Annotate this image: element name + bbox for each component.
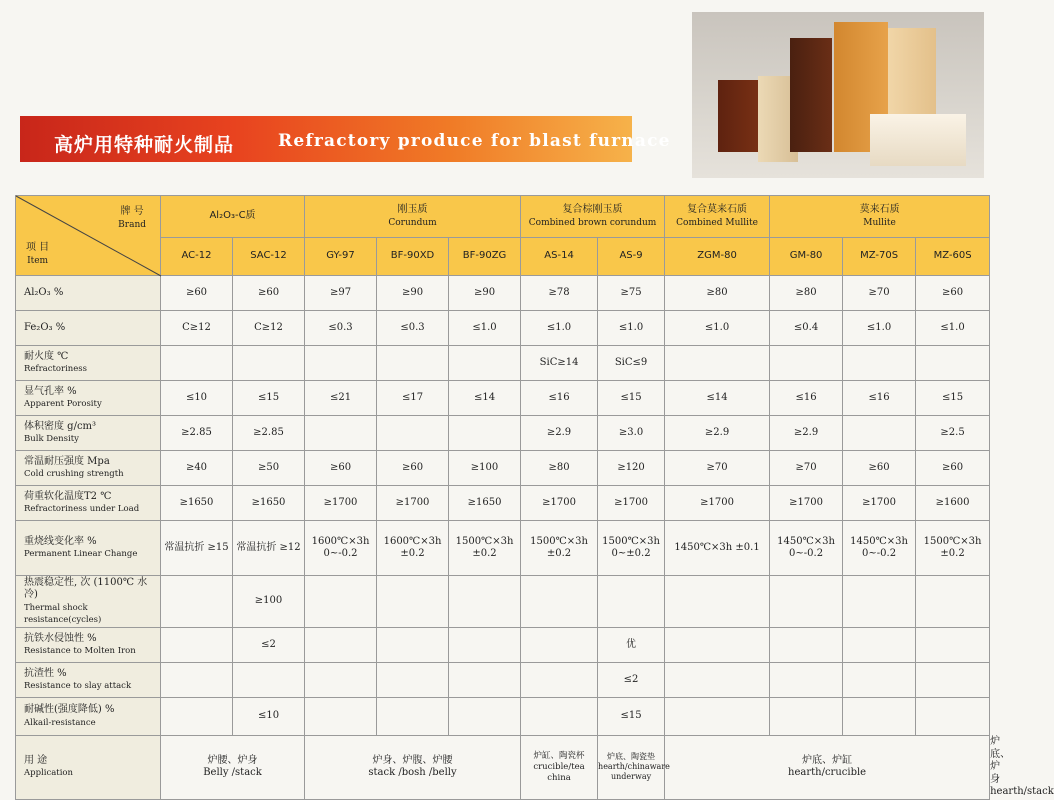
value-cell bbox=[916, 576, 990, 628]
value-cell bbox=[843, 416, 916, 451]
property-row bbox=[16, 451, 990, 486]
value-cell bbox=[843, 663, 916, 698]
code-cell: BF-90XD bbox=[377, 238, 449, 276]
value-cell: SiC≥14 bbox=[521, 346, 598, 381]
value-cell bbox=[665, 698, 770, 736]
property-label-zh: 抗铁水侵蚀性 % bbox=[24, 632, 97, 644]
value-cell: ≥1600 bbox=[916, 486, 990, 521]
property-label-zh: 热震稳定性, 次 (1100℃ 水冷) bbox=[24, 576, 148, 600]
value-cell: ≤10 bbox=[233, 698, 305, 736]
title-chinese: 高炉用特种耐火制品 bbox=[54, 134, 235, 156]
value-cell: ≥70 bbox=[665, 451, 770, 486]
value-cell bbox=[521, 663, 598, 698]
value-cell: ≤16 bbox=[521, 381, 598, 416]
product-photo bbox=[692, 12, 984, 178]
value-cell: ≥1700 bbox=[377, 486, 449, 521]
code-cell: MZ-70S bbox=[843, 238, 916, 276]
value-cell: ≥1700 bbox=[521, 486, 598, 521]
value-cell: ≥60 bbox=[305, 451, 377, 486]
property-label bbox=[16, 381, 161, 416]
property-label-zh: 耐碱性(强度降低) % bbox=[24, 704, 115, 715]
value-cell bbox=[449, 628, 521, 663]
header-corner bbox=[16, 196, 161, 276]
code-cell: GY-97 bbox=[305, 238, 377, 276]
value-cell bbox=[665, 346, 770, 381]
property-label bbox=[16, 663, 161, 698]
property-label-en: Cold crushing strength bbox=[24, 469, 124, 479]
property-row bbox=[16, 628, 990, 663]
code-cell: GM-80 bbox=[770, 238, 843, 276]
value-cell: ≤15 bbox=[233, 381, 305, 416]
property-label bbox=[16, 276, 161, 311]
value-cell: ≥75 bbox=[598, 276, 665, 311]
value-cell bbox=[770, 576, 843, 628]
group-corundum: 刚玉质 Corundum bbox=[305, 196, 521, 238]
value-cell: ≥2.85 bbox=[161, 416, 233, 451]
value-cell bbox=[916, 663, 990, 698]
value-cell: ≥2.5 bbox=[916, 416, 990, 451]
group-al2o3-c: Al₂O₃-C质 bbox=[161, 196, 305, 238]
property-label-zh: 常温耐压强度 Mpa bbox=[24, 455, 110, 467]
property-label-en: Apparent Porosity bbox=[24, 399, 102, 409]
property-row bbox=[16, 576, 990, 628]
property-label-en: Resistance to slay attack bbox=[24, 681, 132, 691]
property-row bbox=[16, 486, 990, 521]
code-cell: AS-9 bbox=[598, 238, 665, 276]
value-cell: ≥2.9 bbox=[521, 416, 598, 451]
application-cell: 炉腰、炉身 Belly /stack bbox=[161, 736, 305, 800]
group-mullite: 莫来石质 Mullite bbox=[770, 196, 990, 238]
value-cell bbox=[305, 416, 377, 451]
property-label-zh: 重烧线变化率 % bbox=[24, 535, 97, 547]
value-cell bbox=[770, 698, 843, 736]
value-cell: ≥120 bbox=[598, 451, 665, 486]
value-cell: 常温抗折 ≥12 bbox=[233, 521, 305, 576]
application-cell: 炉底、陶瓷垫 hearth/chinaware underway bbox=[598, 736, 665, 800]
value-cell: ≥90 bbox=[377, 276, 449, 311]
value-cell bbox=[665, 576, 770, 628]
value-cell: ≥2.85 bbox=[233, 416, 305, 451]
value-cell bbox=[449, 346, 521, 381]
value-cell: ≥80 bbox=[665, 276, 770, 311]
value-cell bbox=[843, 346, 916, 381]
property-label-en: Thermal shock resistance(cycles) bbox=[24, 602, 102, 625]
value-cell bbox=[305, 698, 377, 736]
value-cell: ≤1.0 bbox=[449, 311, 521, 346]
value-cell bbox=[770, 346, 843, 381]
value-cell bbox=[305, 576, 377, 628]
value-cell bbox=[161, 346, 233, 381]
code-cell: BF-90ZG bbox=[449, 238, 521, 276]
value-cell: ≥1700 bbox=[305, 486, 377, 521]
code-cell: ZGM-80 bbox=[665, 238, 770, 276]
value-cell: ≥50 bbox=[233, 451, 305, 486]
application-cell: 炉底、炉缸 hearth/crucible bbox=[665, 736, 990, 800]
code-cell: MZ-60S bbox=[916, 238, 990, 276]
property-label bbox=[16, 576, 161, 628]
value-cell bbox=[161, 698, 233, 736]
application-row: 用 途 Application 炉腰、炉身 Belly /stack 炉身、炉腹、炉腰 stack /bosh /belly 炉缸、陶瓷杯 crucible/tea china 炉底、陶瓷垫 hearth/chinaware underway 炉底、炉缸 hearth/crucible 炉底、炉身 hearth/stack bbox=[16, 736, 990, 800]
value-cell bbox=[665, 628, 770, 663]
property-label bbox=[16, 628, 161, 663]
brand-label: 牌 号 Brand bbox=[118, 206, 146, 230]
value-cell bbox=[521, 576, 598, 628]
value-cell: 1600℃×3h 0~-0.2 bbox=[305, 521, 377, 576]
value-cell: ≤16 bbox=[770, 381, 843, 416]
value-cell bbox=[916, 628, 990, 663]
beige-brick-image bbox=[888, 28, 936, 128]
value-cell: ≥1700 bbox=[598, 486, 665, 521]
value-cell: ≤1.0 bbox=[916, 311, 990, 346]
value-cell bbox=[161, 576, 233, 628]
value-cell: 1600℃×3h ±0.2 bbox=[377, 521, 449, 576]
value-cell: ≤0.4 bbox=[770, 311, 843, 346]
value-cell bbox=[521, 698, 598, 736]
value-cell: ≥60 bbox=[916, 451, 990, 486]
value-cell bbox=[377, 576, 449, 628]
value-cell: ≥60 bbox=[843, 451, 916, 486]
value-cell: ≥1700 bbox=[843, 486, 916, 521]
property-label-zh: 抗渣性 % bbox=[24, 667, 67, 679]
value-cell: 1450℃×3h 0~-0.2 bbox=[770, 521, 843, 576]
property-label-zh: Al₂O₃ % bbox=[24, 286, 64, 298]
value-cell bbox=[521, 628, 598, 663]
value-cell: ≥70 bbox=[843, 276, 916, 311]
property-label bbox=[16, 698, 161, 736]
value-cell: 1450℃×3h 0~-0.2 bbox=[843, 521, 916, 576]
property-label-zh: 体积密度 g/cm³ bbox=[24, 420, 97, 432]
value-cell: ≤15 bbox=[916, 381, 990, 416]
value-cell: ≥70 bbox=[770, 451, 843, 486]
property-label-en: Refractoriness under Load bbox=[24, 504, 140, 514]
value-cell bbox=[916, 346, 990, 381]
value-cell: 1500℃×3h ±0.2 bbox=[521, 521, 598, 576]
value-cell: ≥78 bbox=[521, 276, 598, 311]
property-label-en: Resistance to Molten Iron bbox=[24, 646, 136, 656]
property-label-en: Bulk Density bbox=[24, 434, 79, 444]
value-cell: ≤1.0 bbox=[665, 311, 770, 346]
title-english: Refractory produce for blast furnace bbox=[278, 131, 671, 151]
white-slab-image bbox=[870, 114, 966, 166]
value-cell bbox=[377, 663, 449, 698]
property-label bbox=[16, 451, 161, 486]
property-label-en: Alkail-resistance bbox=[24, 717, 96, 728]
value-cell bbox=[305, 346, 377, 381]
value-cell bbox=[916, 698, 990, 736]
value-cell: ≥1650 bbox=[161, 486, 233, 521]
code-cell: AS-14 bbox=[521, 238, 598, 276]
value-cell: ≤17 bbox=[377, 381, 449, 416]
group-combined-mullite: 复合莫来石质 Combined Mullite bbox=[665, 196, 770, 238]
item-label: 项 目 Item bbox=[26, 242, 50, 266]
property-row bbox=[16, 346, 990, 381]
application-label: 用 途 Application bbox=[16, 736, 161, 800]
property-label-en: Refractoriness bbox=[24, 364, 88, 374]
value-cell bbox=[377, 416, 449, 451]
value-cell: ≤0.3 bbox=[305, 311, 377, 346]
value-cell: ≥40 bbox=[161, 451, 233, 486]
spec-table bbox=[15, 195, 1054, 800]
value-cell: C≥12 bbox=[161, 311, 233, 346]
value-cell: C≥12 bbox=[233, 311, 305, 346]
value-cell: ≥60 bbox=[233, 276, 305, 311]
value-cell bbox=[377, 698, 449, 736]
application-cell: 炉缸、陶瓷杯 crucible/tea china bbox=[521, 736, 598, 800]
value-cell bbox=[233, 346, 305, 381]
value-cell: ≥2.9 bbox=[770, 416, 843, 451]
value-cell: ≥80 bbox=[770, 276, 843, 311]
value-cell bbox=[377, 346, 449, 381]
value-cell: ≥1650 bbox=[233, 486, 305, 521]
brown-brick-image bbox=[790, 38, 832, 152]
value-cell: ≥2.9 bbox=[665, 416, 770, 451]
value-cell: ≤1.0 bbox=[843, 311, 916, 346]
property-label bbox=[16, 416, 161, 451]
property-row bbox=[16, 381, 990, 416]
value-cell bbox=[233, 663, 305, 698]
value-cell: ≤15 bbox=[598, 381, 665, 416]
value-cell bbox=[449, 576, 521, 628]
value-cell: ≤1.0 bbox=[521, 311, 598, 346]
property-label-zh: Fe₂O₃ % bbox=[24, 321, 66, 333]
dark-brick-image bbox=[718, 80, 762, 152]
value-cell: ≥100 bbox=[449, 451, 521, 486]
value-cell bbox=[161, 663, 233, 698]
value-cell bbox=[843, 628, 916, 663]
property-row bbox=[16, 416, 990, 451]
value-cell bbox=[770, 628, 843, 663]
code-row bbox=[16, 238, 990, 276]
property-label bbox=[16, 346, 161, 381]
property-row bbox=[16, 663, 990, 698]
value-cell bbox=[305, 628, 377, 663]
value-cell: ≤10 bbox=[161, 381, 233, 416]
value-cell bbox=[770, 663, 843, 698]
value-cell: ≤1.0 bbox=[598, 311, 665, 346]
value-cell bbox=[449, 416, 521, 451]
property-label bbox=[16, 486, 161, 521]
value-cell bbox=[377, 628, 449, 663]
value-cell: ≤2 bbox=[233, 628, 305, 663]
value-cell: ≤21 bbox=[305, 381, 377, 416]
value-cell bbox=[305, 663, 377, 698]
property-rows bbox=[16, 276, 990, 736]
value-cell: ≥3.0 bbox=[598, 416, 665, 451]
value-cell: ≥60 bbox=[161, 276, 233, 311]
property-label-zh: 显气孔率 % bbox=[24, 385, 77, 397]
property-label-zh: 耐火度 ℃ bbox=[24, 350, 69, 362]
group-combined-brown-corundum: 复合棕刚玉质 Combined brown corundum bbox=[521, 196, 665, 238]
property-row bbox=[16, 311, 990, 346]
value-cell: 1500℃×3h 0~±0.2 bbox=[598, 521, 665, 576]
property-row bbox=[16, 698, 990, 736]
value-cell: 优 bbox=[598, 628, 665, 663]
code-cell: AC-12 bbox=[161, 238, 233, 276]
value-cell: ≥80 bbox=[521, 451, 598, 486]
value-cell: 1500℃×3h ±0.2 bbox=[449, 521, 521, 576]
value-cell: ≥60 bbox=[916, 276, 990, 311]
code-cell: SAC-12 bbox=[233, 238, 305, 276]
property-row bbox=[16, 521, 990, 576]
value-cell bbox=[161, 628, 233, 663]
value-cell: ≤0.3 bbox=[377, 311, 449, 346]
value-cell: ≥90 bbox=[449, 276, 521, 311]
value-cell: ≤15 bbox=[598, 698, 665, 736]
value-cell bbox=[843, 576, 916, 628]
value-cell: 1500℃×3h ±0.2 bbox=[916, 521, 990, 576]
value-cell bbox=[665, 663, 770, 698]
value-cell: SiC≤9 bbox=[598, 346, 665, 381]
value-cell: 常温抗折 ≥15 bbox=[161, 521, 233, 576]
value-cell: 1450℃×3h ±0.1 bbox=[665, 521, 770, 576]
value-cell: ≥100 bbox=[233, 576, 305, 628]
value-cell: ≥1650 bbox=[449, 486, 521, 521]
value-cell bbox=[449, 663, 521, 698]
value-cell: ≥97 bbox=[305, 276, 377, 311]
value-cell bbox=[843, 698, 916, 736]
value-cell: ≥60 bbox=[377, 451, 449, 486]
application-cell: 炉身、炉腹、炉腰 stack /bosh /belly bbox=[305, 736, 521, 800]
value-cell: ≤14 bbox=[665, 381, 770, 416]
property-label-zh: 荷重软化温度T2 ℃ bbox=[24, 490, 112, 502]
value-cell bbox=[449, 698, 521, 736]
value-cell bbox=[598, 576, 665, 628]
value-cell: ≤16 bbox=[843, 381, 916, 416]
property-row bbox=[16, 276, 990, 311]
value-cell: ≤2 bbox=[598, 663, 665, 698]
property-label-en: Permanent Linear Change bbox=[24, 549, 138, 559]
property-label bbox=[16, 311, 161, 346]
value-cell: ≤14 bbox=[449, 381, 521, 416]
value-cell: ≥1700 bbox=[770, 486, 843, 521]
value-cell: ≥1700 bbox=[665, 486, 770, 521]
property-label bbox=[16, 521, 161, 576]
